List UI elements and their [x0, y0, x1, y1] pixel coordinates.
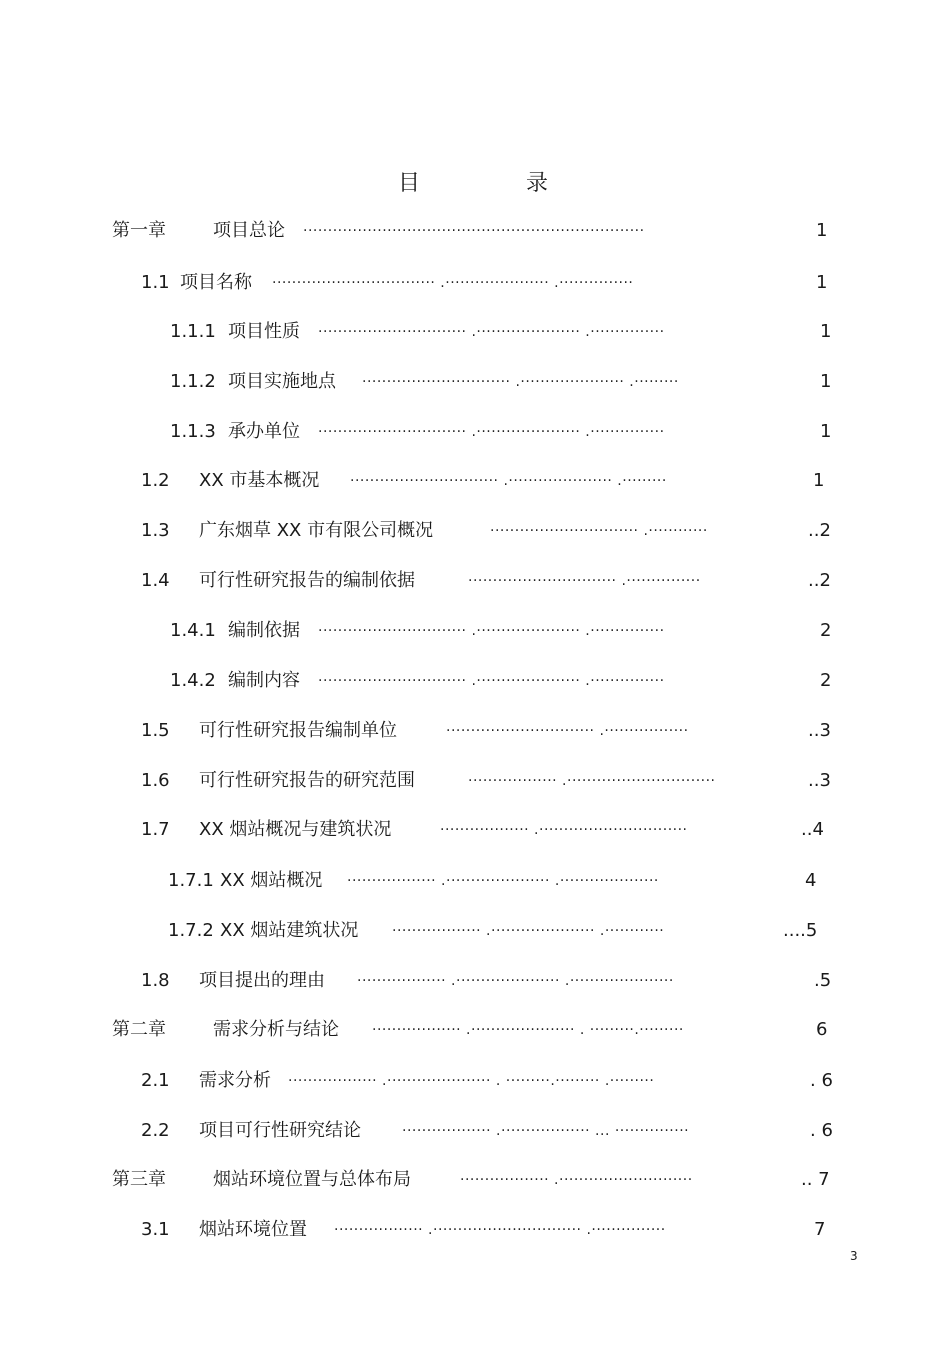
- toc-entry-number: 第二章: [112, 1019, 166, 1040]
- toc-entry-page: . 6: [810, 1120, 833, 1141]
- toc-entry-label: 项目可行性研究结论: [199, 1120, 361, 1141]
- toc-entry-label: XX 烟站概况与建筑状况: [199, 819, 392, 840]
- toc-entry-number: 1.1.2: [170, 371, 216, 392]
- toc-entry-number: 1.2: [141, 470, 170, 491]
- toc-entry-page: 1: [820, 421, 832, 442]
- toc-entry-number: 1.7: [141, 819, 170, 840]
- toc-entry-page: ..3: [808, 720, 831, 741]
- toc-entry-page: ..2: [808, 520, 831, 541]
- toc-leader-dots: ·················· .····················· .············: [392, 923, 665, 939]
- toc-entry-page: 4: [805, 870, 817, 891]
- toc-entry-page: 2: [820, 620, 832, 641]
- toc-leader-dots: ······························ .····················· .···············: [318, 324, 665, 340]
- toc-entry-label: 需求分析: [199, 1070, 271, 1091]
- toc-entry-label: 项目名称: [180, 272, 252, 293]
- toc-entry-page: ..4: [801, 819, 824, 840]
- toc-entry-number: 1.4.1: [170, 620, 216, 641]
- toc-leader-dots: ······························ .····················· .···············: [318, 673, 665, 689]
- toc-entry-label: 可行性研究报告的研究范围: [199, 770, 415, 791]
- toc-leader-dots: ······························ .····················· .···············: [318, 623, 665, 639]
- toc-leader-dots: ······························ .·················: [446, 723, 689, 739]
- toc-entry-number: 1.1.3: [170, 421, 216, 442]
- toc-entry-page: 1: [816, 272, 828, 293]
- toc-entry-label: 项目实施地点: [228, 371, 336, 392]
- toc-entry-label: 项目提出的理由: [199, 970, 325, 991]
- toc-leader-dots: ·················· .······························ .···············: [334, 1222, 666, 1238]
- toc-entry-page: ..3: [808, 770, 831, 791]
- toc-entry-page: 1: [820, 321, 832, 342]
- toc-leader-dots: ·················· .····················· . ·········.·········: [372, 1022, 684, 1038]
- toc-entry-page: .. 7: [801, 1169, 830, 1190]
- toc-entry-label: 编制依据: [228, 620, 300, 641]
- toc-entry-page: ..2: [808, 570, 831, 591]
- toc-leader-dots: ······························ .····················· .·········: [350, 473, 667, 489]
- toc-entry-number: 第三章: [112, 1169, 166, 1190]
- toc-entry-page: 1: [813, 470, 825, 491]
- toc-leader-dots: ·················· .······························: [468, 773, 716, 789]
- toc-entry-label: 编制内容: [228, 670, 300, 691]
- toc-entry-page: 6: [816, 1019, 828, 1040]
- toc-title: 目 录: [397, 171, 590, 196]
- toc-entry-label: XX 烟站建筑状况: [220, 920, 359, 941]
- toc-leader-dots: ·················· .····················· .····················: [347, 873, 659, 889]
- toc-entry-label: 项目总论: [213, 220, 285, 241]
- toc-entry-number: 1.5: [141, 720, 170, 741]
- toc-entry-label: 可行性研究报告的编制依据: [199, 570, 415, 591]
- toc-entry-number: 2.1: [141, 1070, 170, 1091]
- toc-leader-dots: ·················· .·················· ... ···············: [402, 1123, 690, 1139]
- toc-entry-number: 1.7.1: [168, 870, 214, 891]
- toc-entry-page: 7: [814, 1219, 826, 1240]
- toc-entry-number: 1.1: [141, 272, 170, 293]
- toc-leader-dots: ································· .····················· .···············: [272, 275, 634, 291]
- toc-leader-dots: ·················· .····················· . ·········.········· .·········: [288, 1073, 655, 1089]
- toc-entry-number: 1.4: [141, 570, 170, 591]
- toc-entry-number: 1.8: [141, 970, 170, 991]
- toc-entry-number: 1.4.2: [170, 670, 216, 691]
- toc-entry-number: 1.3: [141, 520, 170, 541]
- toc-entry-number: 第一章: [112, 220, 166, 241]
- toc-entry-page: . 6: [810, 1070, 833, 1091]
- toc-entry-label: 可行性研究报告编制单位: [199, 720, 397, 741]
- toc-leader-dots: ·····································································: [303, 223, 645, 239]
- toc-entry-label: XX 烟站概况: [220, 870, 323, 891]
- toc-entry-label: 项目性质: [228, 321, 300, 342]
- toc-entry-number: 1.6: [141, 770, 170, 791]
- toc-entry-number: 2.2: [141, 1120, 170, 1141]
- toc-leader-dots: ······························ .····················· .·········: [362, 374, 679, 390]
- toc-entry-page: 1: [816, 220, 828, 241]
- toc-entry-page: .5: [814, 970, 832, 991]
- toc-entry-label: XX 市基本概况: [199, 470, 320, 491]
- toc-entry-page: 1: [820, 371, 832, 392]
- toc-entry-label: 需求分析与结论: [213, 1019, 339, 1040]
- page-number: 3: [850, 1249, 858, 1263]
- toc-entry-number: 3.1: [141, 1219, 170, 1240]
- toc-entry-label: 承办单位: [228, 421, 300, 442]
- toc-leader-dots: ······························ .···············: [468, 573, 701, 589]
- toc-leader-dots: ······························ .····················· .···············: [318, 424, 665, 440]
- toc-leader-dots: ·················· .···························: [460, 1172, 693, 1188]
- toc-entry-label: 烟站环境位置: [199, 1219, 307, 1240]
- toc-entry-label: 烟站环境位置与总体布局: [213, 1169, 411, 1190]
- toc-entry-number: 1.7.2: [168, 920, 214, 941]
- toc-entry-number: 1.1.1: [170, 321, 216, 342]
- toc-leader-dots: ·················· .····················· .·····················: [357, 973, 674, 989]
- toc-entry-page: ....5: [783, 920, 818, 941]
- toc-leader-dots: ······························ .············: [490, 523, 708, 539]
- toc-entry-page: 2: [820, 670, 832, 691]
- toc-entry-label: 广东烟草 XX 市有限公司概况: [199, 520, 434, 541]
- toc-leader-dots: ·················· .······························: [440, 822, 688, 838]
